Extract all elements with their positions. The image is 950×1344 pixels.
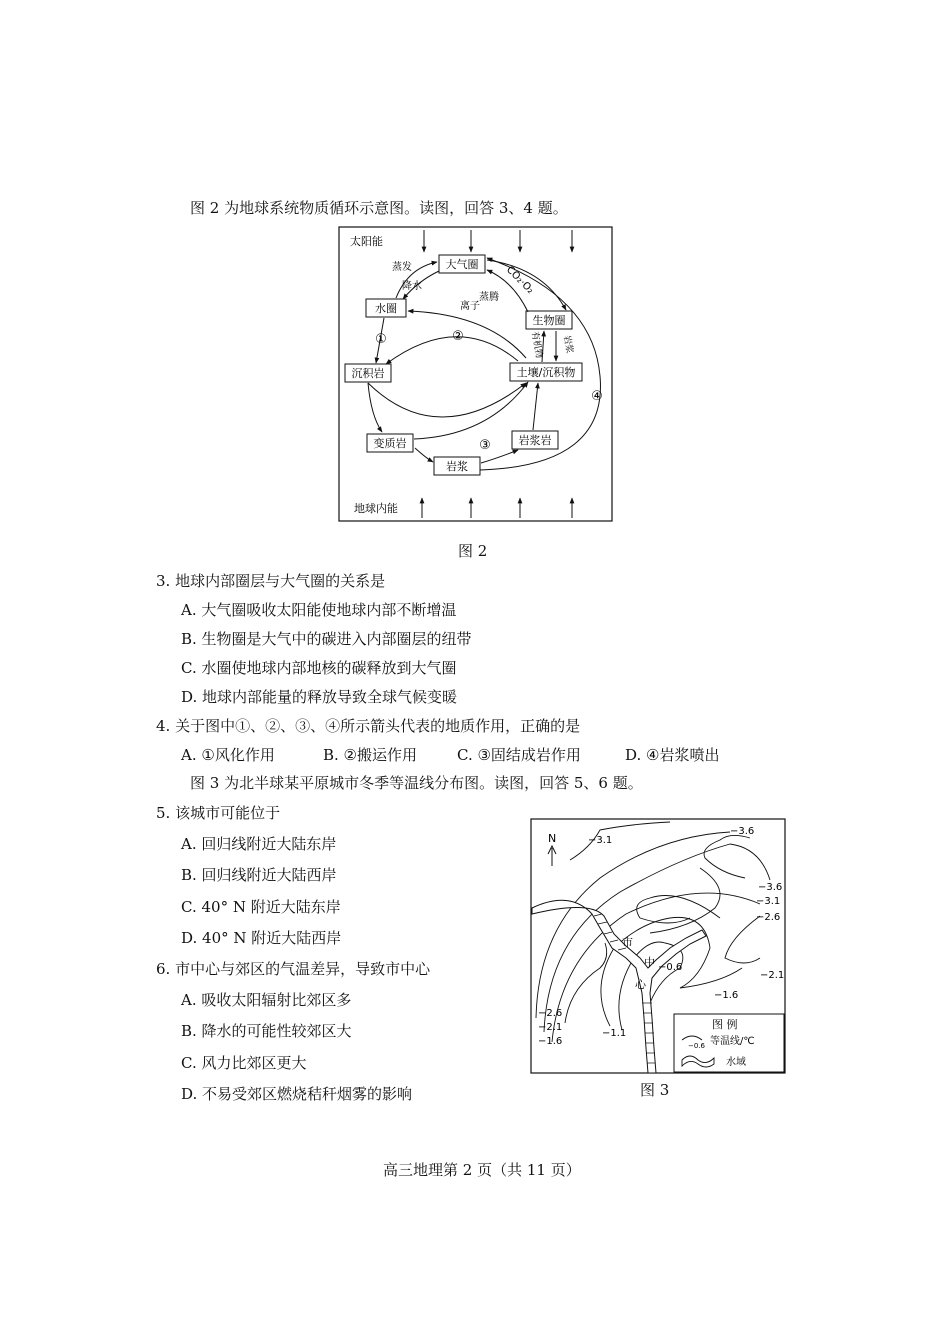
q5-option-b: B. 回归线附近大陆西岸 [181, 866, 337, 884]
q6-option-d: D. 不易受郊区燃烧秸秆烟雾的影响 [181, 1085, 413, 1103]
isotherm-value-4: −3.1 [756, 896, 781, 907]
isotherm-value-9: −2.6 [538, 1008, 563, 1019]
q5-option-a: A. 回归线附近大陆东岸 [181, 835, 337, 853]
internal-energy-label: 地球内能 [354, 502, 398, 515]
material-cycle-diagram [338, 226, 613, 522]
igneous-label: 岩浆岩 [518, 434, 552, 447]
q3-option-b: B. 生物圈是大气中的碳进入内部圈层的纽带 [181, 630, 472, 648]
intro-fig3: 图 3 为北半球某平原城市冬季等温线分布图。读图，回答 5、6 题。 [190, 774, 643, 792]
transpiration-label: 蒸腾 [479, 292, 499, 303]
fig3-caption: 图 3 [640, 1081, 670, 1099]
q4-option-a: A. ①风化作用 [181, 746, 275, 764]
isotherm-value-2: −3.6 [730, 826, 755, 837]
q3-option-a: A. 大气圈吸收太阳能使地球内部不断增温 [181, 601, 457, 619]
q4-option-b: B. ②搬运作用 [323, 746, 418, 764]
mark-2: ② [452, 329, 464, 344]
q6-option-b: B. 降水的可能性较郊区大 [181, 1022, 352, 1040]
evaporation-label: 蒸发 [392, 262, 412, 273]
q3-option-d: D. 地球内部能量的释放导致全球气候变暖 [181, 688, 458, 706]
biosphere-label: 生物圈 [532, 314, 566, 327]
isotherm-value-11: −1.6 [538, 1036, 563, 1047]
q5-stem: 5. 该城市可能位于 [156, 804, 281, 822]
isotherm-map [530, 818, 786, 1074]
isotherm-value-12: −1.1 [602, 1028, 627, 1039]
mark-1: ① [375, 332, 387, 347]
q6-option-a: A. 吸收太阳辐射比郊区多 [181, 991, 352, 1009]
soil-label: 土壤/沉积物 [516, 366, 576, 379]
isotherm-value-8: −0.6 [658, 962, 683, 973]
isotherm-value-10: −2.1 [538, 1022, 563, 1033]
legend-title: 图 例 [712, 1018, 738, 1031]
isotherm-value-1: −3.1 [588, 835, 613, 846]
isotherm-value-5: −2.6 [756, 912, 781, 923]
isotherm-value-3: −3.6 [758, 882, 783, 893]
svg-text:心: 心 [635, 978, 646, 991]
q5-option-d: D. 40° N 附近大陆西岸 [181, 929, 342, 947]
q6-option-c: C. 风力比郊区更大 [181, 1054, 307, 1072]
q4-option-c: C. ③固结成岩作用 [457, 746, 581, 764]
q3-stem: 3. 地球内部圈层与大气圈的关系是 [156, 572, 386, 590]
q4-stem: 4. 关于图中①、②、③、④所示箭头代表的地质作用，正确的是 [156, 717, 581, 735]
mark-3: ③ [479, 438, 491, 453]
co2-o2-label: CO₂·O₂ [503, 264, 536, 297]
rock-label: 岩浆 [561, 334, 575, 355]
legend-isotherm-label: 等温线/℃ [710, 1036, 755, 1047]
q4-option-d: D. ④岩浆喷出 [625, 746, 720, 764]
q5-option-c: C. 40° N 附近大陆东岸 [181, 898, 341, 916]
page-footer: 高三地理第 2 页（共 11 页） [383, 1161, 581, 1179]
mark-4: ④ [591, 389, 603, 404]
fig2-caption: 图 2 [458, 542, 488, 560]
sedimentary-label: 沉积岩 [351, 367, 385, 380]
ions-label: 离子 [460, 301, 480, 312]
isotherm-value-7: −1.6 [714, 990, 739, 1001]
isotherm-value-6: −2.1 [760, 970, 785, 981]
q6-stem: 6. 市中心与郊区的气温差异，导致市中心 [156, 960, 431, 978]
metamorphic-label: 变质岩 [373, 437, 407, 450]
legend-water-label: 水域 [726, 1057, 746, 1068]
magma-label: 岩浆 [446, 460, 468, 473]
north-label: N [548, 832, 557, 845]
legend-sample-value: −0.6 [688, 1042, 705, 1050]
svg-text:中: 中 [644, 956, 655, 969]
hydrosphere-label: 水圈 [375, 302, 397, 315]
atmosphere-label: 大气圈 [445, 258, 479, 271]
intro-fig2: 图 2 为地球系统物质循环示意图。读图，回答 3、4 题。 [190, 199, 568, 217]
precipitation-label: 降水 [402, 281, 422, 292]
organic-label: 有机物 [529, 330, 544, 360]
svg-text:市: 市 [622, 936, 633, 949]
solar-energy-label: 太阳能 [350, 235, 383, 248]
q3-option-c: C. 水圈使地球内部地核的碳释放到大气圈 [181, 659, 457, 677]
